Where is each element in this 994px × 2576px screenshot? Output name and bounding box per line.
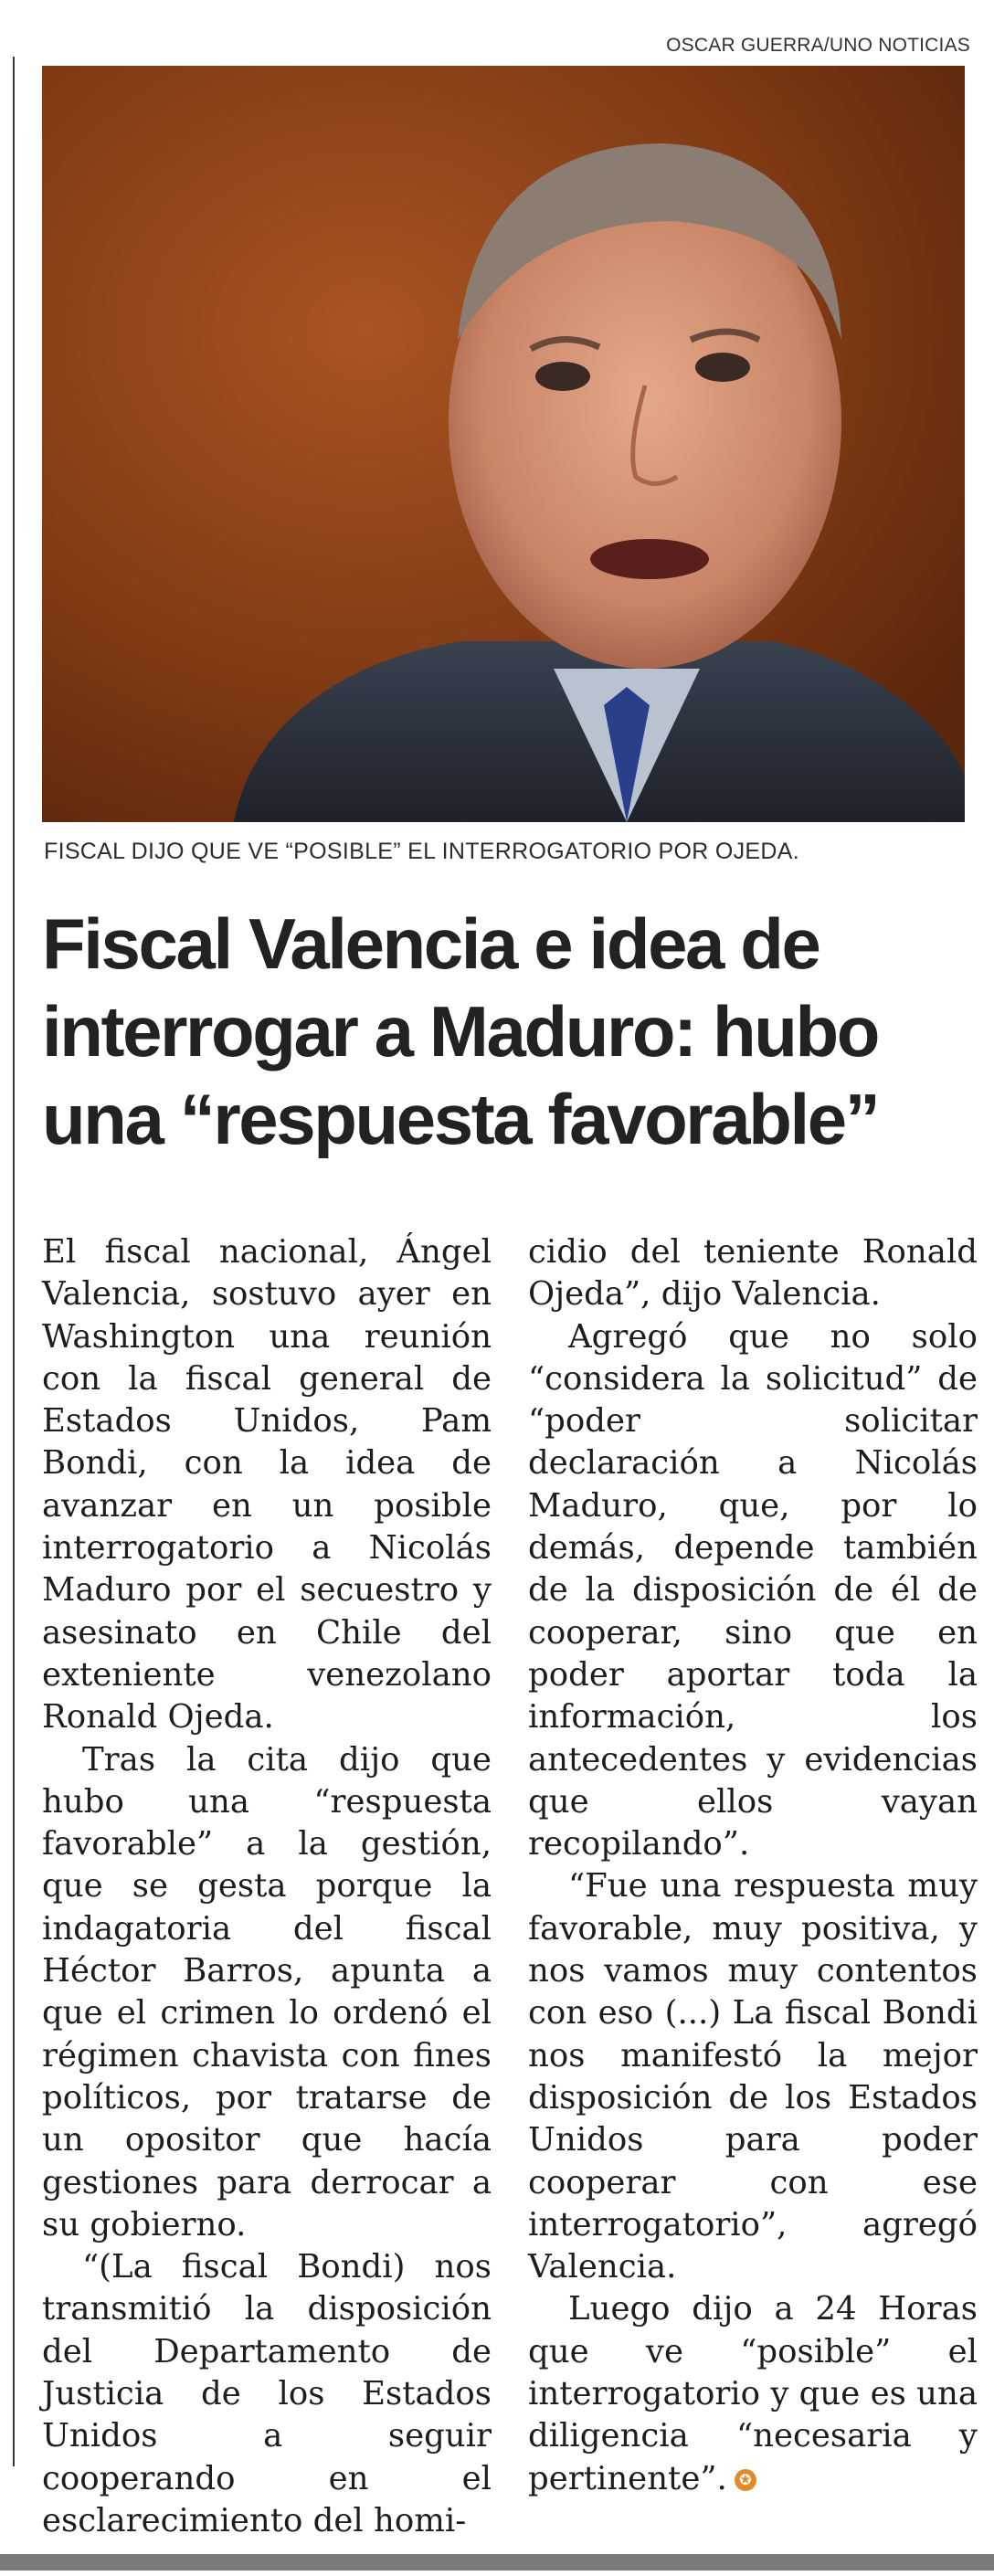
article-photo bbox=[42, 66, 965, 822]
headline-line-3: una “respuesta favorable” bbox=[42, 1079, 879, 1159]
end-of-article-icon: ✪ bbox=[735, 2469, 756, 2491]
left-column-rule bbox=[13, 57, 15, 2466]
article-headline bbox=[42, 900, 974, 1163]
photo-caption: FISCAL DIJO QUE VE “POSIBLE” EL INTERROGATORIO POR OJEDA. bbox=[44, 839, 799, 864]
photo-credit: OSCAR GUERRA/UNO NOTICIAS bbox=[666, 35, 970, 56]
paragraph-6 bbox=[528, 2288, 978, 2499]
article-column-right bbox=[528, 1231, 978, 2500]
paragraph-1: El fiscal nacional, Ángel Valencia, sostuvo ayer en Washington una reunión con la fiscal general de Estados Unidos, Pam Bondi, con la idea de avanzar en un posible interrogatorio a Nicolás Maduro por el secuestro y asesinato en Chile del exteniente venezolano Ronald Ojeda. bbox=[42, 1233, 492, 1737]
article-column-left bbox=[42, 1231, 492, 2542]
paragraph-6-text: Luego dijo a 24 Horas que ve “posible” el interrogatorio y que es una diligencia “necesaria y pertinente”. bbox=[528, 2290, 978, 2497]
page-bottom-bar bbox=[0, 2554, 994, 2571]
portrait-image bbox=[42, 66, 965, 822]
paragraph-2: Tras la cita dijo que hubo una “respuesta favorable” a la gestión, que se gesta porque la indagatoria del fiscal Héctor Barros, apunta a que el crimen lo ordenó el régimen chavista con fines políticos, por tratarse de un opositor que hacía gestiones para derrocar a su gobierno. bbox=[42, 1740, 492, 2243]
paragraph-3-continued: cidio del teniente Ronald Ojeda”, dijo Valencia. bbox=[528, 1233, 978, 1314]
headline-line-1: Fiscal Valencia e idea de bbox=[42, 903, 820, 984]
headline-line-2: interrogar a Maduro: hubo bbox=[42, 991, 879, 1072]
paragraph-4: Agregó que no solo “considera la solicitud” de “poder solicitar declaración a Nicolás Maduro, que, por lo demás, depende también de la disposición de él de cooperar, sino que en poder aportar toda la información, los antecedentes y evidencias que ellos vayan recopilando”. bbox=[528, 1317, 978, 1863]
paragraph-5: “Fue una respuesta muy favorable, muy positiva, y nos vamos muy contentos con eso (...) La fiscal Bondi nos manifestó la mejor disposición de los Estados Unidos para poder cooperar con ese interrogatorio”, agregó Valencia. bbox=[528, 1867, 978, 2286]
paragraph-3: “(La fiscal Bondi) nos transmitió la disposición del Departamento de Justicia de los Estados Unidos a seguir cooperando en el esclarecimiento del homi- bbox=[42, 2248, 492, 2539]
